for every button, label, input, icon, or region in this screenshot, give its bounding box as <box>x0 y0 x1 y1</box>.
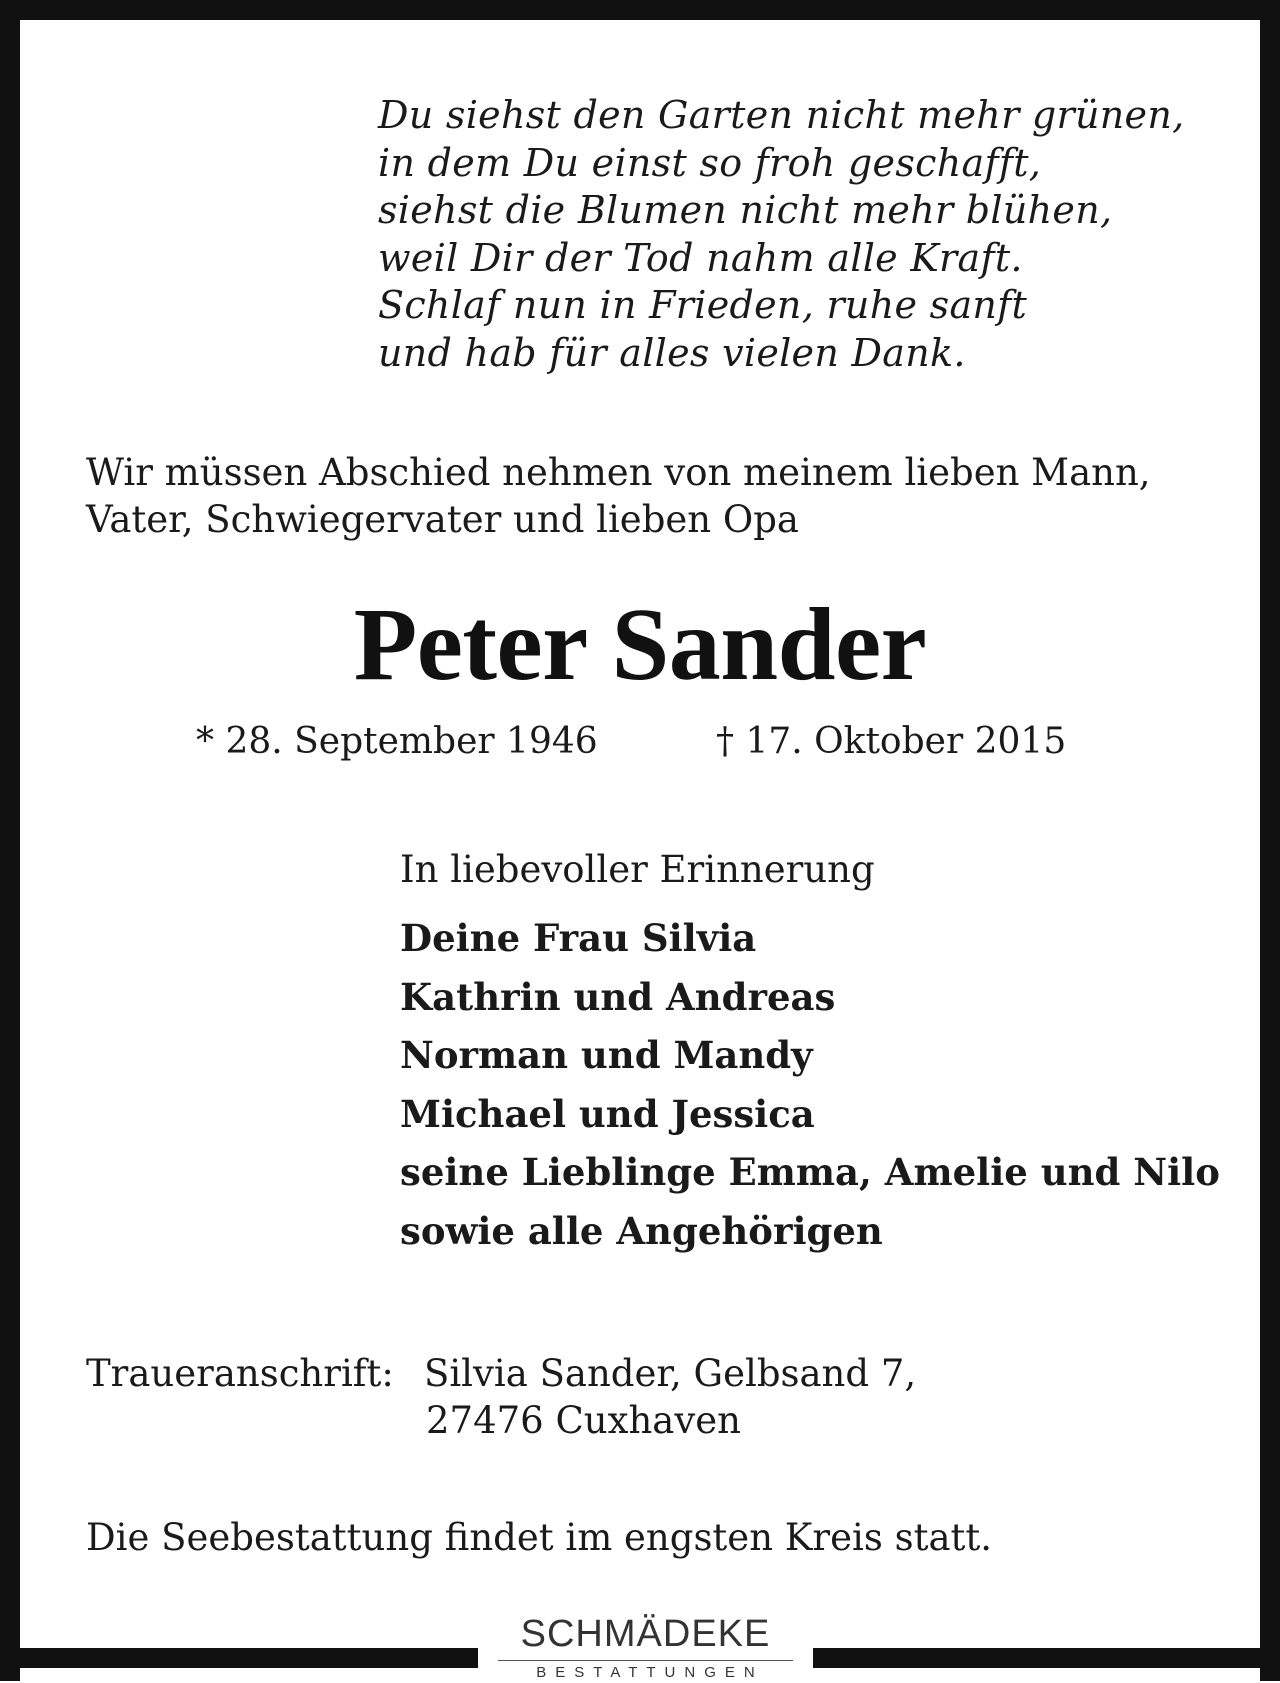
intro-line: Wir müssen Abschied nehmen von meinem lieben Mann, <box>86 451 1151 494</box>
mourner-name: Kathrin und Andreas <box>400 974 836 1019</box>
deceased-name: Peter Sander <box>353 587 927 702</box>
death-date: † 17. Oktober 2015 <box>716 721 1067 762</box>
mourners-block <box>400 845 1240 1260</box>
logo-name: SCHMÄDEKE <box>520 1613 771 1655</box>
bottom-rule-right <box>813 1648 1280 1668</box>
logo-divider <box>498 1660 793 1661</box>
logo-subtitle: BESTATTUNGEN <box>536 1664 764 1681</box>
poem-line: weil Dir der Tod nahm alle Kraft. <box>378 235 1023 280</box>
address-city: 27476 Cuxhaven <box>426 1399 741 1442</box>
poem-line: siehst die Blumen nicht mehr blühen, <box>378 188 1113 232</box>
poem <box>378 92 1218 377</box>
intro-line: Vater, Schwiegervater und lieben Opa <box>86 498 799 541</box>
mourner-name: sowie alle Angehörigen <box>400 1208 883 1253</box>
burial-notice: Die Seebestattung findet im engsten Kreis statt. <box>86 1516 993 1559</box>
farewell-intro <box>86 449 1226 543</box>
birth-date: * 28. September 1946 <box>196 721 598 762</box>
address-line-1 <box>86 1350 916 1397</box>
poem-line: in dem Du einst so froh geschafft, <box>378 140 1042 185</box>
address-label: Traueranschrift: <box>86 1352 394 1395</box>
bottom-rule-left <box>0 1648 478 1668</box>
mourner-name: seine Lieblinge Emma, Amelie und Nilo <box>400 1150 1220 1194</box>
mourner-name: Norman und Mandy <box>400 1033 813 1077</box>
poem-line: und hab für alles vielen Dank. <box>378 330 966 375</box>
poem-line: Schlaf nun in Frieden, ruhe sanft <box>378 283 1028 327</box>
memory-heading: In liebevoller Erinnerung <box>400 848 875 891</box>
mourner-name: Michael und Jessica <box>400 1091 815 1136</box>
mourning-address <box>86 1350 916 1444</box>
address-street: Silvia Sander, Gelbsand 7, <box>424 1352 917 1395</box>
poem-line: Du siehst den Garten nicht mehr grünen, <box>378 93 1185 137</box>
mourner-name: Deine Frau Silvia <box>400 916 757 960</box>
funeral-home-logo <box>478 1612 813 1683</box>
